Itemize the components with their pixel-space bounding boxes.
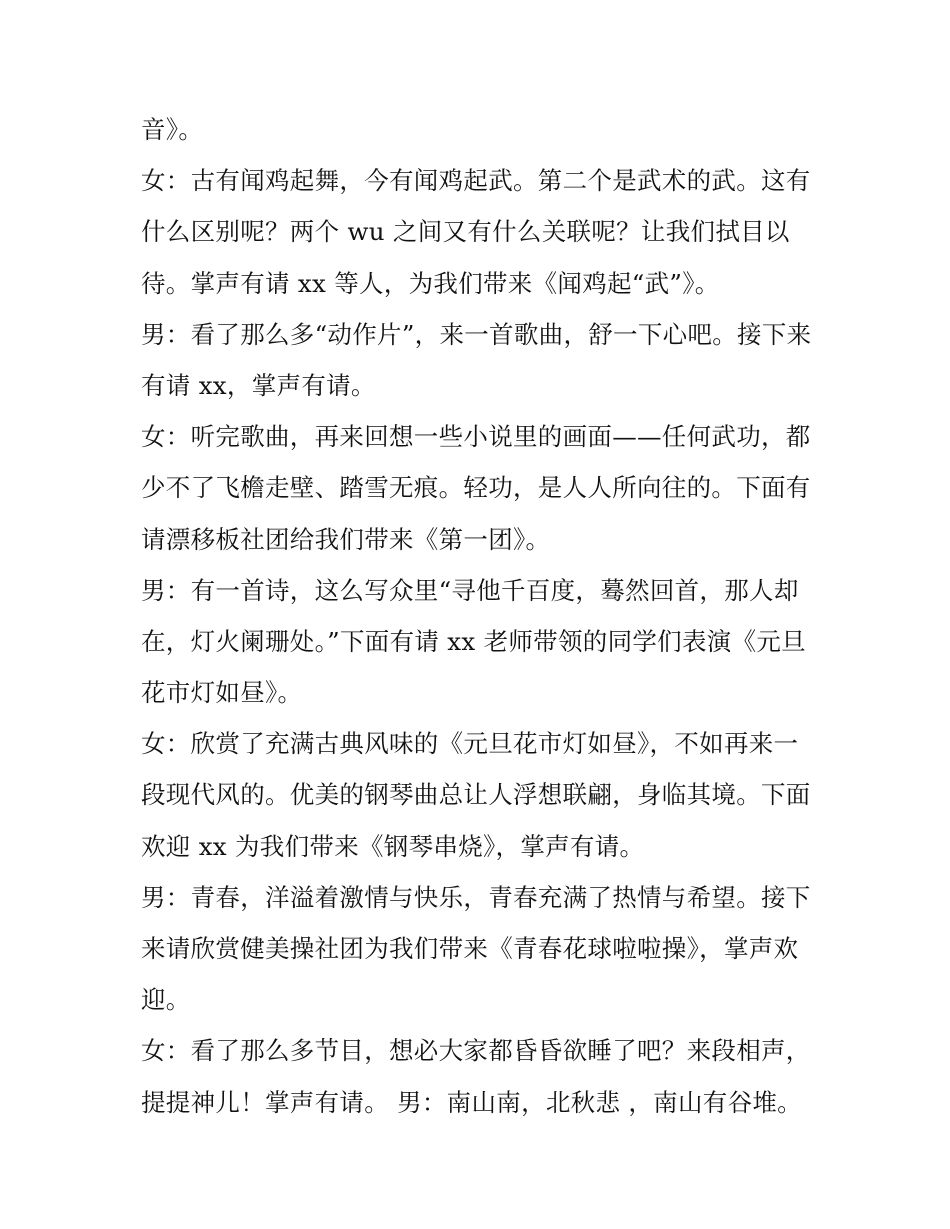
text-line-7: 女：听完歌曲，再来回想一些小说里的画面——任何武功，都 (141, 422, 811, 452)
text-line-2: 女：古有闻鸡起舞，今有闻鸡起武。第二个是武术的武。这有 (141, 166, 811, 196)
text-line-16: 男：青春，洋溢着激情与快乐，青春充满了热情与希望。接下 (141, 882, 811, 912)
text-line-3: 什么区别呢？两个 wu 之间又有什么关联呢？让我们拭目以 (141, 217, 790, 247)
text-line-1: 音》。 (141, 115, 204, 144)
text-line-15: 欢迎 xx 为我们带来《钢琴串烧》，掌声有请。 (141, 831, 645, 861)
text-line-11: 在，灯火阑珊处。”下面有请 xx 老师带领的同学们表演《元旦 (141, 626, 806, 656)
text-line-8: 少不了飞檐走壁、踏雪无痕。轻功，是人人所向往的。下面有 (141, 473, 811, 503)
text-line-18: 迎。 (141, 985, 191, 1015)
text-line-17: 来请欣赏健美操社团为我们带来《青春花球啦啦操》，掌声欢 (141, 934, 799, 963)
text-line-5: 男：看了那么多“动作片”，来一首歌曲，舒一下心吧。接下来 (141, 319, 812, 349)
text-line-14: 段现代风的。优美的钢琴曲总让人浮想联翩，身临其境。下面 (141, 780, 811, 810)
text-line-19: 女：看了那么多节目，想必大家都昏昏欲睡了吧？来段相声， (141, 1036, 811, 1066)
text-line-10: 男：有一首诗，这么写众里“寻他千百度，蓦然回首，那人却 (141, 575, 799, 605)
text-line-13: 女：欣赏了充满古典风味的《元旦花市灯如昼》，不如再来一 (141, 729, 799, 759)
text-line-12: 花市灯如昼》。 (141, 678, 303, 708)
text-line-6: 有请 xx，掌声有请。 (141, 370, 376, 400)
text-line-20: 提提神儿！掌声有请。 男：南山南，北秋悲 ，南山有谷堆。 (141, 1087, 802, 1117)
document-text-body (141, 104, 821, 1128)
text-line-9: 请漂移板社团给我们带来《第一团》。 (141, 524, 551, 554)
text-line-4: 待。掌声有请 xx 等人，为我们带来《闻鸡起“武”》。 (141, 268, 720, 298)
